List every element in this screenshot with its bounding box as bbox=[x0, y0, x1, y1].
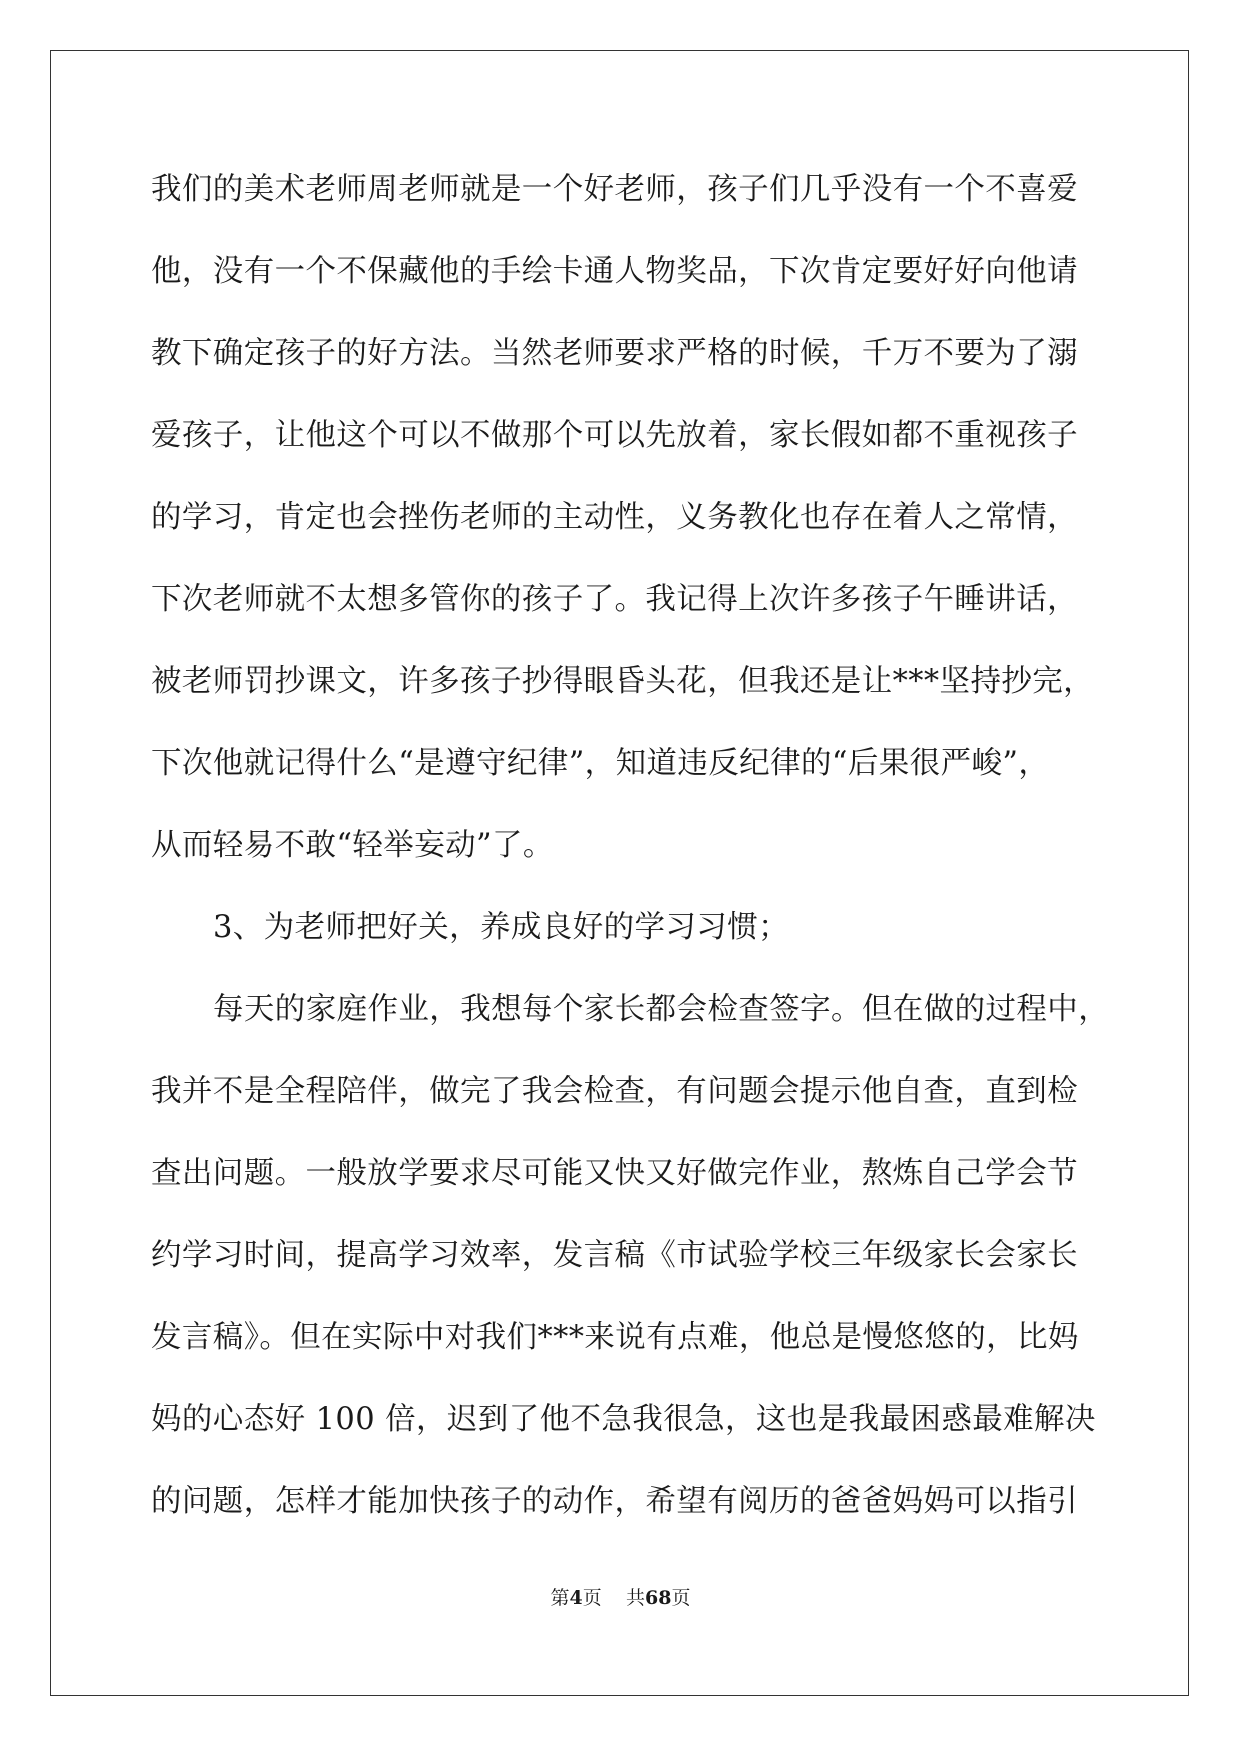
total-prefix: 共 bbox=[625, 1587, 645, 1609]
text-line: 教下确定孩子的好方法。当然老师要求严格的时候，千万不要为了溺 bbox=[151, 336, 1078, 371]
text-line: 他，没有一个不保藏他的手绘卡通人物奖品，下次肯定要好好向他请 bbox=[151, 254, 1078, 289]
paragraph-first-line: 每天的家庭作业，我想每个家长都会检查签字。但在做的过程中， bbox=[213, 992, 1110, 1027]
text-line: 妈的心态好 100 倍，迟到了他不急我很急，这也是我最困惑最难解决 bbox=[151, 1402, 1096, 1437]
text-line: 从而轻易不敢“轻举妄动”了。 bbox=[151, 828, 554, 863]
text-line: 的学习，肯定也会挫伤老师的主动性，义务教化也存在着人之常情， bbox=[151, 500, 1078, 535]
text-line: 我并不是全程陪伴，做完了我会检查，有问题会提示他自查，直到检 bbox=[151, 1074, 1078, 1109]
page-suffix: 页 bbox=[582, 1587, 602, 1609]
document-body bbox=[151, 164, 1111, 1558]
text-line: 查出问题。一般放学要求尽可能又快又好做完作业，熬炼自己学会节 bbox=[151, 1156, 1078, 1191]
text-line: 我们的美术老师周老师就是一个好老师，孩子们几乎没有一个不喜爱 bbox=[151, 172, 1078, 207]
text-line: 下次老师就不太想多管你的孩子了。我记得上次许多孩子午睡讲话， bbox=[151, 582, 1078, 617]
total-pages: 68 bbox=[644, 1587, 672, 1609]
total-suffix: 页 bbox=[671, 1587, 691, 1609]
page-prefix: 第 bbox=[550, 1587, 570, 1609]
section-heading: 3、为老师把好关，养成良好的学习习惯； bbox=[213, 910, 790, 945]
text-line: 发言稿》。但在实际中对我们***来说有点难，他总是慢悠悠的，比妈 bbox=[151, 1320, 1079, 1355]
text-line: 被老师罚抄课文，许多孩子抄得眼昏头花，但我还是让***坚持抄完， bbox=[151, 664, 1095, 699]
text-line: 下次他就记得什么“是遵守纪律”，知道违反纪律的“后果很严峻”， bbox=[151, 746, 1050, 781]
text-line: 约学习时间，提高学习效率，发言稿《市试验学校三年级家长会家长 bbox=[151, 1238, 1078, 1273]
page-footer bbox=[0, 1583, 1241, 1610]
text-line: 的问题，怎样才能加快孩子的动作，希望有阅历的爸爸妈妈可以指引 bbox=[151, 1484, 1078, 1519]
text-line: 爱孩子，让他这个可以不做那个可以先放着，家长假如都不重视孩子 bbox=[151, 418, 1078, 453]
page-number: 4 bbox=[569, 1587, 583, 1609]
